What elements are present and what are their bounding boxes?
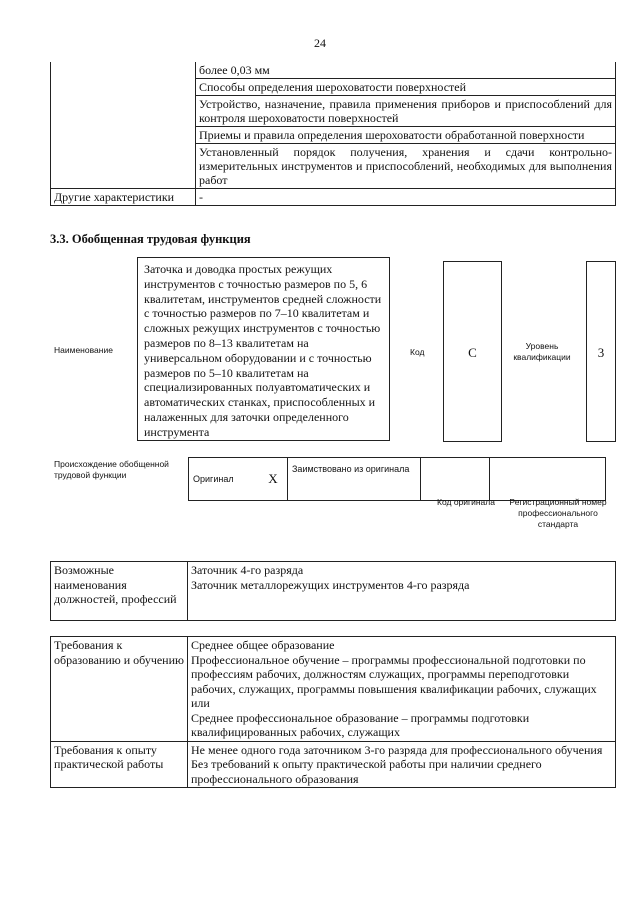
positions-table (50, 561, 616, 621)
code-value: С (468, 345, 477, 360)
original-code-cell (421, 458, 490, 501)
code-label: Код (410, 347, 425, 357)
original-label: Оригинал (189, 458, 260, 501)
table-row (51, 637, 616, 742)
position-item: Заточник металлорежущих инструментов 4-го разряда (191, 577, 470, 592)
table-row (51, 62, 616, 79)
knowledge-table (50, 62, 616, 206)
level-box (586, 261, 616, 442)
experience-label: Требования к опыту практической работы (51, 741, 188, 788)
requirements-table (50, 636, 616, 788)
other-characteristics-value: - (196, 189, 616, 206)
origin-label: Происхождение обобщенной трудовой функции (54, 459, 169, 480)
education-values (188, 637, 616, 742)
education-line: или (191, 696, 210, 710)
reg-number-caption: Регистрационный номер профессионального стандарта (509, 497, 607, 529)
knowledge-cell: Устройство, назначение, правила применения приборов и приспособлений для контроля шероховатости поверхностей (196, 96, 616, 127)
table-row (189, 458, 606, 501)
knowledge-cell: Приемы и правила определения шероховатости обработанной поверхности (196, 127, 616, 144)
education-line: Среднее профессиональное образование – программы подготовки квалифицированных рабочих, служащих (191, 710, 530, 739)
empty-label-cell (51, 62, 196, 189)
reg-number-cell (490, 458, 606, 501)
position-item: Заточник 4-го разряда (191, 563, 304, 577)
page-number: 24 (314, 36, 326, 50)
experience-line: Без требований к опыту практической работы при наличии среднего профессионального образования (191, 757, 542, 786)
original-code-caption: Код оригинала (437, 497, 495, 507)
positions-values (188, 562, 616, 621)
function-name-box: Заточка и доводка простых режущих инструментов с точностью размеров по 5, 6 квалитетам, инструментов средней сложности с точностью размеров по 7–10 квалитетам и сложных режущих инструментов с точностью размеров по 8–13 квалитетам на универсальном оборудовании и с точностью размеров по 5–10 квалитетам на специализированных полуавтоматических и автоматических станках, приспособленных и налаженных для заточки определенного инструмента (137, 257, 390, 441)
borrowed-label: Заимствовано из оригинала (288, 458, 421, 501)
experience-line: Не менее одного года заточником 3-го разряда для профессионального обучения (191, 742, 603, 757)
other-characteristics-label: Другие характеристики (51, 189, 196, 206)
knowledge-cell: Установленный порядок получения, хранения и сдачи контрольно-измерительных инструментов и приспособлений, необходимых для выполнения работ (196, 144, 616, 189)
level-value: 3 (597, 345, 605, 360)
education-line: Профессиональное обучение – программы профессиональной подготовки по профессиям рабочих, должностям служащих, программы переподготовки рабочих, служащих, программы повышения квалификации рабочих, служащих (191, 652, 597, 696)
code-box (443, 261, 502, 442)
name-label: Наименование (54, 345, 113, 355)
table-row (51, 741, 616, 788)
table-row (51, 562, 616, 621)
knowledge-cell: Способы определения шероховатости поверхностей (196, 79, 616, 96)
knowledge-cell: более 0,03 мм (196, 62, 616, 79)
education-line: Среднее общее образование (191, 638, 335, 652)
original-mark: X (259, 458, 288, 501)
table-row (51, 189, 616, 206)
origin-table (188, 457, 606, 501)
positions-label: Возможные наименования должностей, профессий (51, 562, 188, 621)
education-label: Требования к образованию и обучению (51, 637, 188, 742)
experience-values (188, 741, 616, 788)
level-label: Уровень квалификации (513, 341, 571, 362)
section-title: 3.3. Обобщенная трудовая функция (50, 232, 251, 246)
